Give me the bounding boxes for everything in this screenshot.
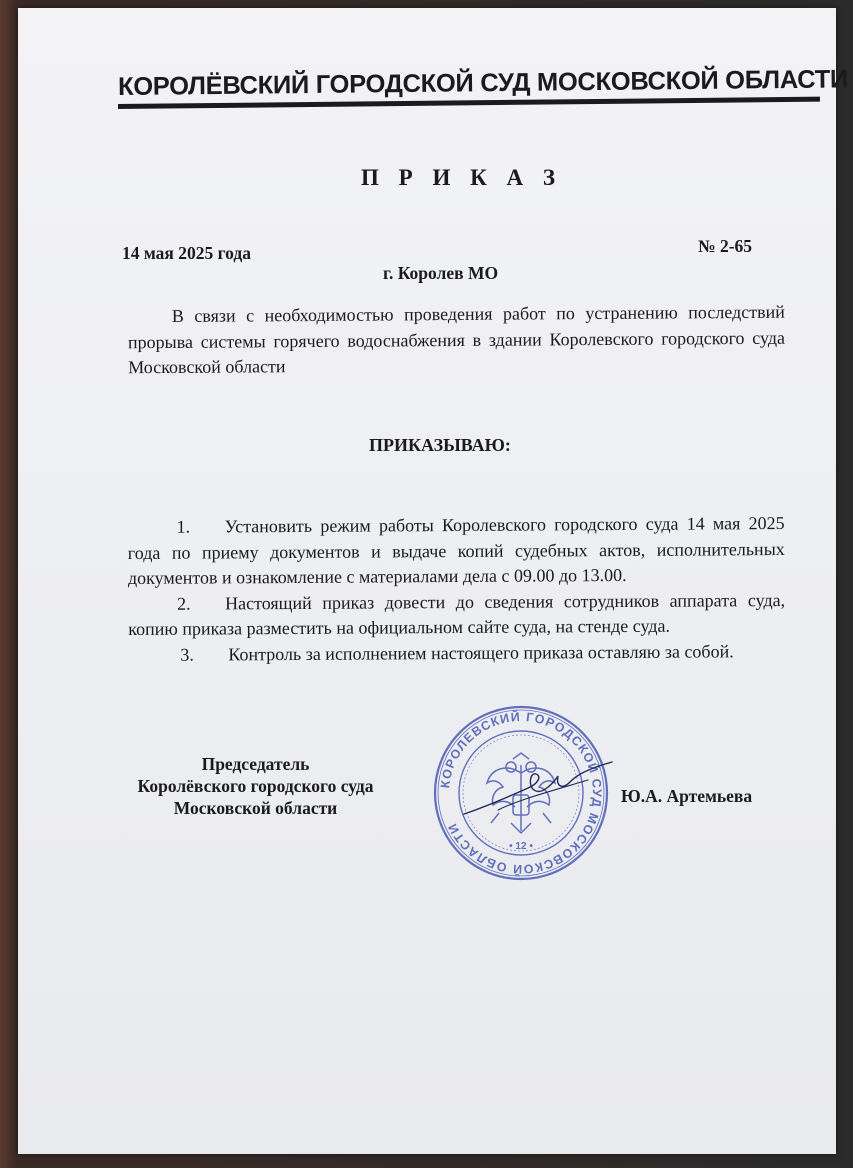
order-number: № 2-65 (698, 236, 753, 256)
document-title: П Р И К А З (361, 165, 563, 190)
order-city: г. Королев МО (383, 263, 499, 283)
signatory-position: Председатель (201, 754, 310, 774)
item-number: 2. (177, 593, 191, 614)
preamble-paragraph: В связи с необходимостью проведения работ по устранению последствий прорыва системы горячего водоснабжения в здании Королевского городского суда Московской области (127, 301, 786, 378)
court-header: КОРОЛЁВСКИЙ ГОРОДСКОЙ СУД МОСКОВСКОЙ ОБЛАСТИ (117, 65, 849, 101)
orders-heading: ПРИКАЗЫВАЮ: (369, 435, 511, 455)
item-text: Контроль за исполнением настоящего приказа оставляю за собой. (228, 640, 734, 664)
handwritten-signature (458, 756, 618, 826)
signatory-court: Королёвского городского суда (137, 776, 374, 796)
stamp-center-mark: • 12 • (509, 841, 533, 852)
order-item (128, 638, 785, 668)
signatory-title (118, 753, 393, 819)
order-date: 14 мая 2025 года (122, 243, 252, 263)
signatory-name: Ю.А. Артемьева (621, 786, 753, 806)
stamp-ring-text: КОРОЛЕВСКИЙ ГОРОДСКОЙ СУД МОСКОВСКОЙ ОБЛАСТИ (438, 709, 605, 877)
order-item (128, 587, 785, 642)
order-items (128, 511, 786, 668)
item-number: 3. (180, 644, 194, 665)
document-page (18, 8, 849, 1154)
item-number: 1. (176, 516, 191, 537)
item-text: Настоящий приказ довести до сведения сотрудников аппарата суда, копию приказа разместить на официальном сайте суда, на стенде суда. (128, 589, 786, 640)
order-item (128, 511, 785, 592)
signatory-region: Московской области (173, 798, 338, 818)
item-text: Установить режим работы Королевского городского суда 14 мая 2025 года по приему документов и выдаче копий судебных актов, исполнительных документов и ознакомление с материалами дела с 09.00 до 13.00. (127, 512, 785, 589)
